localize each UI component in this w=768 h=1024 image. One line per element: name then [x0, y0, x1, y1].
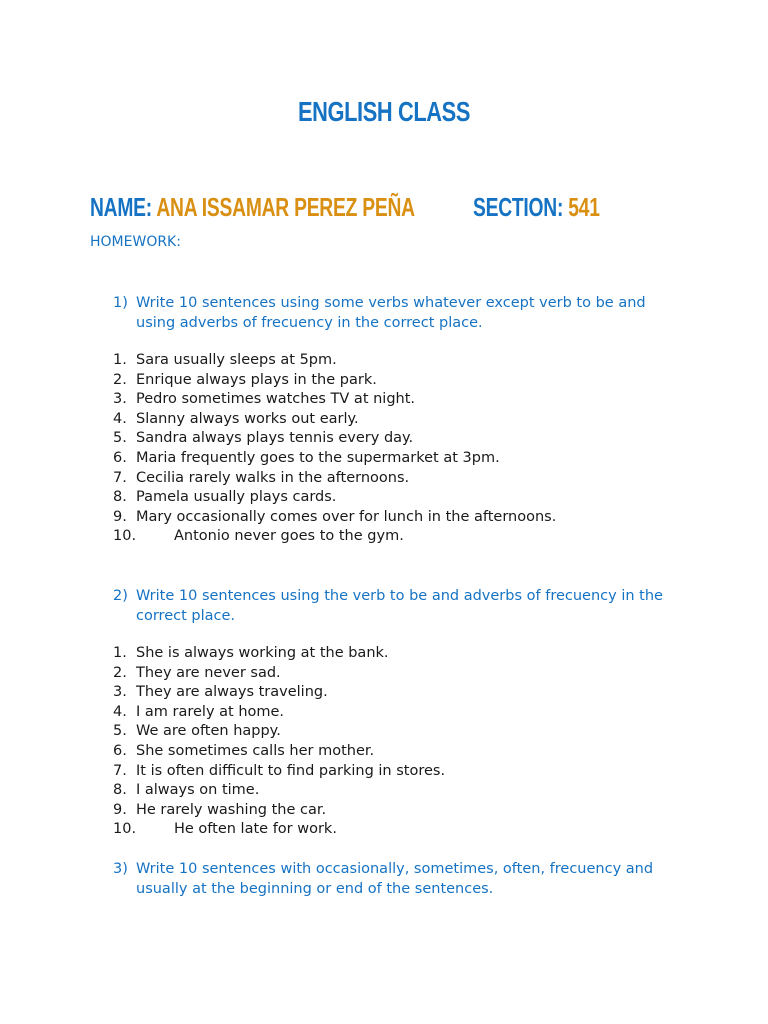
list-item [113, 742, 673, 762]
list-number: 8. [113, 782, 127, 799]
list-text: She sometimes calls her mother. [136, 742, 375, 759]
list-text: Pedro sometimes watches TV at night. [136, 391, 416, 408]
list-item [113, 469, 673, 489]
list-number: 3. [113, 684, 127, 701]
student-header [90, 192, 730, 228]
list-number: 8. [113, 489, 127, 506]
list-number: 1. [113, 645, 127, 661]
list-text: He often late for work. [174, 821, 337, 838]
list-number: 2. [113, 664, 127, 681]
list-item [113, 722, 673, 742]
list-text: I am rarely at home. [136, 703, 285, 720]
list-text: Enrique always plays in the park. [136, 371, 377, 388]
list-number: 5. [113, 430, 127, 447]
list-number: 9. [113, 508, 127, 525]
question-text: Write 10 sentences using some verbs whatever except verb to be and using adverbs of frecuency in the correct place. [136, 295, 646, 331]
list-text: Slanny always works out early. [136, 410, 359, 427]
list-item [113, 410, 673, 430]
list-item [113, 371, 673, 391]
list-item [113, 762, 673, 782]
list-item [113, 508, 673, 528]
list-text: I always on time. [136, 782, 260, 799]
list-item [113, 449, 673, 469]
list-number: 6. [113, 449, 127, 466]
list-number: 4. [113, 703, 127, 720]
list-item [113, 820, 673, 840]
list-number: 3. [113, 391, 127, 408]
list-item [113, 664, 673, 684]
question-text: Write 10 sentences using the verb to be and adverbs of frecuency in the correct place. [136, 588, 663, 624]
list-text: Cecilia rarely walks in the afternoons. [136, 469, 410, 486]
list-text: Sandra always plays tennis every day. [136, 430, 414, 447]
section-block [473, 192, 644, 223]
list-number: 10. [113, 528, 137, 545]
list-text: It is often difficult to find parking in stores. [136, 762, 446, 779]
list-item [113, 781, 673, 801]
list-number: 2. [113, 371, 127, 388]
list-number: 7. [113, 762, 127, 779]
name-block [90, 192, 529, 223]
list-item [113, 703, 673, 723]
list-text: She is always working at the bank. [136, 645, 389, 661]
list-number: 5. [113, 723, 127, 740]
list-item [113, 351, 673, 371]
answer-list-2 [113, 644, 673, 840]
list-text: He rarely washing the car. [136, 801, 327, 818]
list-text: We are often happy. [136, 723, 281, 740]
list-text: They are never sad. [136, 664, 281, 681]
list-item [113, 527, 673, 547]
answer-list-1 [113, 351, 673, 547]
list-text: Mary occasionally comes over for lunch in the afternoons. [136, 508, 557, 525]
question-1 [113, 293, 673, 333]
list-text: They are always traveling. [136, 684, 328, 701]
question-number: 1) [113, 295, 128, 311]
section-line [473, 192, 600, 223]
list-number: 9. [113, 801, 127, 818]
list-number: 7. [113, 469, 127, 486]
question-2 [113, 586, 673, 626]
list-number: 1. [113, 352, 127, 368]
section-value: 541 [568, 192, 600, 222]
list-number: 6. [113, 742, 127, 759]
question-text: Write 10 sentences with occasionally, sometimes, often, frecuency and usually at the beginning or end of the sentences. [136, 861, 654, 897]
question-number: 2) [113, 588, 128, 604]
list-item [113, 644, 673, 664]
name-value: ANA ISSAMAR PEREZ PEÑA [156, 192, 415, 222]
list-item [113, 683, 673, 703]
section-label: SECTION: [473, 192, 564, 222]
list-number: 10. [113, 821, 137, 838]
list-text: Pamela usually plays cards. [136, 489, 337, 506]
homework-label: HOMEWORK: [90, 234, 181, 250]
question-number: 3) [113, 861, 128, 877]
list-text: Sara usually sleeps at 5pm. [136, 352, 337, 368]
question-3 [113, 859, 673, 899]
list-text: Maria frequently goes to the supermarket at 3pm. [136, 449, 500, 466]
list-item [113, 429, 673, 449]
name-label: NAME: [90, 192, 152, 222]
name-line [90, 192, 415, 223]
list-item [113, 488, 673, 508]
list-item [113, 390, 673, 410]
list-number: 4. [113, 410, 127, 427]
page-title: ENGLISH CLASS [297, 96, 471, 127]
list-item [113, 801, 673, 821]
list-text: Antonio never goes to the gym. [174, 528, 404, 545]
